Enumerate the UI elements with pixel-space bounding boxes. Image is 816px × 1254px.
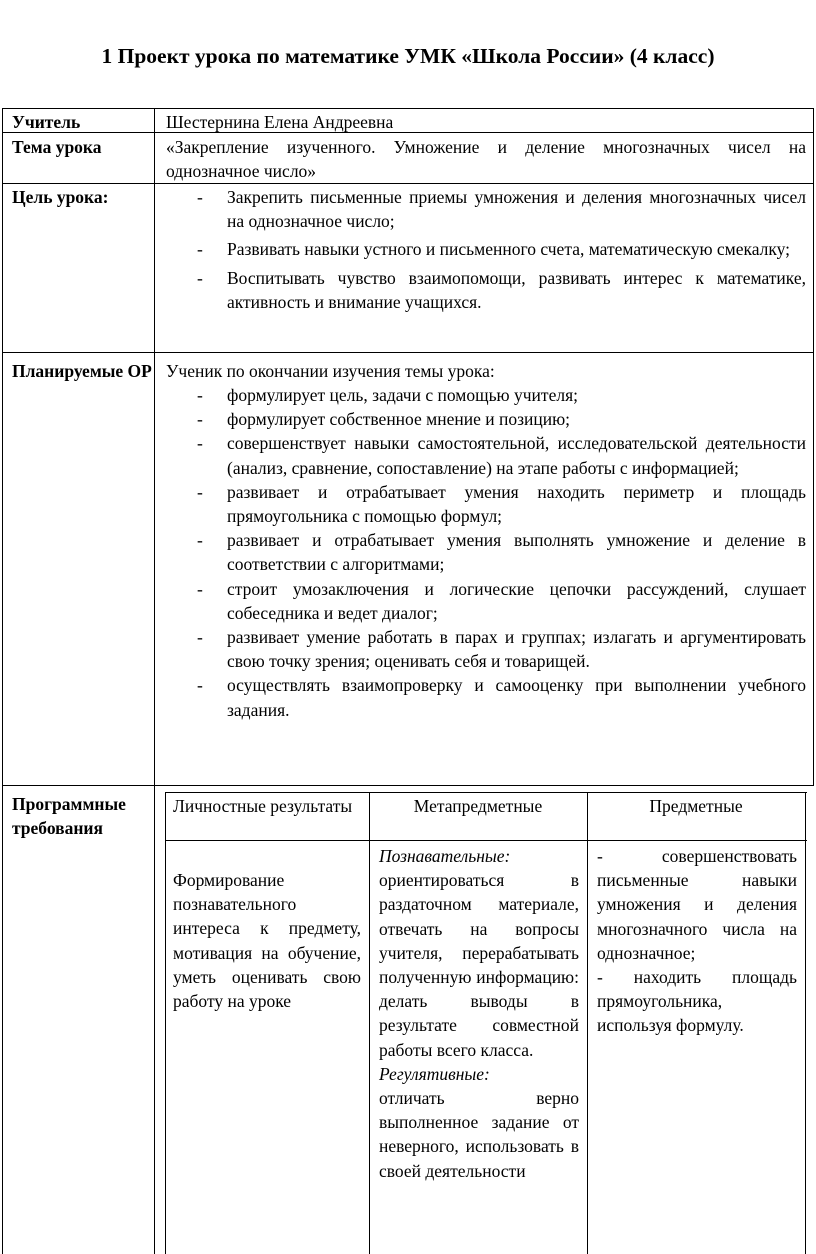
dash-bullet: - — [197, 385, 203, 405]
list-item-text: осуществлять взаимопроверку и самооценку при выполнении учебного задания. — [227, 675, 806, 720]
list-item — [168, 528, 806, 576]
planned-intro: Ученик по окончании изучения темы урока: — [166, 361, 495, 381]
list-item-text: развивает и отрабатывает умения находить периметр и площадь прямоугольника с помощью формул; — [227, 481, 806, 527]
inner-column-divider — [587, 792, 588, 1254]
row-divider — [2, 785, 814, 786]
list-item — [168, 431, 806, 479]
dash-bullet: - — [197, 239, 203, 260]
header-meta: Метапредметные — [413, 796, 543, 816]
dash-bullet: - — [197, 675, 203, 696]
meta-cognitive-title: Познавательные: — [379, 846, 511, 866]
goal-label: Цель урока: — [12, 187, 109, 207]
list-item-text: формулирует собственное мнение и позицию; — [227, 409, 571, 430]
list-item — [168, 480, 806, 528]
list-item-text: строит умозаключения и логические цепочки рассуждений, слушает собеседника и ведет диалог; — [227, 578, 806, 623]
meta-regulative-text: отличать верно выполненное задание от неверного, использовать в своей деятельности — [379, 1088, 579, 1181]
dash-bullet: - — [197, 433, 203, 454]
list-item — [168, 407, 806, 431]
list-item-text: Закрепить письменные приемы умножения и деления многозначных чисел на однозначное число; — [227, 187, 806, 232]
list-item-text: развивает и отрабатывает умения выполнять умножение и деление в соответствии с алгоритмами; — [227, 530, 806, 575]
list-item-text: Воспитывать чувство взаимопомощи, развивать интерес к математике, активность и внимание учащихся. — [227, 267, 806, 312]
row-divider — [2, 183, 814, 184]
list-item — [168, 673, 806, 721]
list-item-text: Развивать навыки устного и письменного счета, математическую смекалку; — [227, 239, 791, 260]
list-item: - совершенствовать письменные навыки умножения и деления многозначного числа на однозначное; — [597, 846, 797, 963]
list-item-text: развивает умение работать в парах и группах; излагать и аргументировать свою точку зрения; оценивать себя и товарищей. — [227, 627, 806, 672]
goal-list — [168, 185, 806, 318]
list-item — [168, 383, 806, 407]
list-item — [168, 577, 806, 625]
topic-label: Тема урока — [12, 137, 102, 157]
inner-column-divider — [369, 792, 370, 1254]
meta-results — [379, 844, 579, 1183]
list-item — [168, 237, 806, 261]
lesson-plan-table — [2, 108, 814, 1254]
meta-regulative-title: Регулятивные: — [379, 1063, 490, 1084]
list-item — [168, 185, 806, 233]
header-personal: Личностные результаты — [173, 796, 353, 816]
meta-cognitive-text: ориентироваться в раздаточном материале, отвечать на вопросы учителя, перерабатывать полученную информацию: делать выводы в результате совместной работы всего класса. — [379, 870, 579, 1060]
topic-value: «Закрепление изученного. Умножение и деление многозначных чисел на однозначное число» — [166, 137, 806, 181]
list-item-text: формулирует цель, задачи с помощью учителя; — [227, 385, 578, 405]
row-divider — [2, 352, 814, 353]
personal-results: Формирование познавательного интереса к предмету, мотивация на обучение, уметь оценивать свою работу на уроке — [173, 870, 361, 1012]
inner-table-left — [165, 792, 166, 1254]
inner-table-top — [165, 792, 807, 793]
subject-results — [597, 844, 797, 1038]
dash-bullet: - — [197, 578, 203, 599]
list-item: - находить площадь прямоугольника, используя формулу. — [597, 967, 797, 1036]
header-subject: Предметные — [649, 796, 743, 816]
dash-bullet: - — [197, 267, 203, 288]
dash-bullet: - — [197, 409, 203, 430]
teacher-label: Учитель — [12, 112, 81, 132]
teacher-value: Шестернина Елена Андреевна — [166, 112, 394, 132]
table-border-right — [813, 108, 814, 785]
planned-label: Планируемые ОР — [12, 361, 152, 381]
inner-table-right — [805, 792, 806, 1254]
list-item-text: совершенствует навыки самостоятельной, исследовательской деятельности (анализ, сравнение, сопоставление) на этапе работы с информацией; — [227, 433, 806, 478]
list-item — [168, 266, 806, 314]
list-item — [168, 625, 806, 673]
page-title: 1 Проект урока по математике УМК «Школа России» (4 класс) — [101, 44, 715, 68]
table-border-top — [2, 108, 814, 109]
dash-bullet: - — [197, 530, 203, 551]
dash-bullet: - — [197, 187, 203, 207]
dash-bullet: - — [197, 627, 203, 648]
table-border-left — [2, 108, 3, 1254]
requirements-label: Программные требования — [12, 794, 126, 838]
column-divider — [154, 108, 155, 1254]
dash-bullet: - — [197, 481, 203, 502]
planned-list — [168, 383, 806, 722]
inner-header-divider — [165, 840, 807, 841]
